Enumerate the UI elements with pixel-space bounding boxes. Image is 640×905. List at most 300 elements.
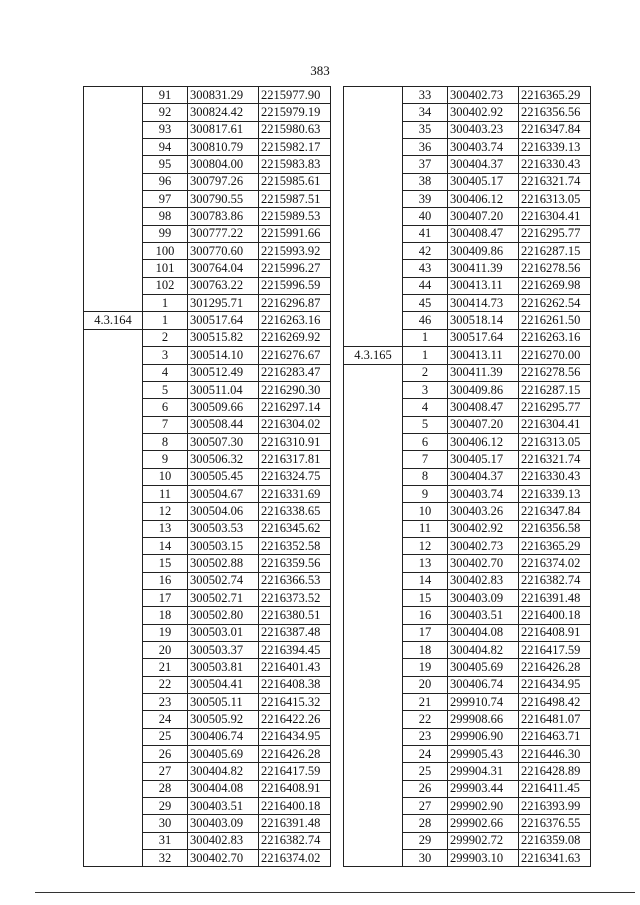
y-coordinate-cell: 2216341.63 bbox=[519, 850, 591, 867]
table-row bbox=[84, 243, 331, 260]
table-row bbox=[84, 694, 331, 711]
point-number-cell: 2 bbox=[143, 329, 188, 346]
x-coordinate-cell: 300402.92 bbox=[448, 520, 519, 537]
x-coordinate-cell: 300503.81 bbox=[188, 659, 259, 676]
section-cell bbox=[84, 520, 143, 537]
table-row bbox=[344, 87, 591, 104]
x-coordinate-cell: 300403.51 bbox=[448, 607, 519, 624]
table-row bbox=[84, 87, 331, 104]
section-cell bbox=[84, 468, 143, 485]
y-coordinate-cell: 2216269.92 bbox=[259, 329, 331, 346]
point-number-cell: 4 bbox=[403, 399, 448, 416]
y-coordinate-cell: 2215987.51 bbox=[259, 191, 331, 208]
table-row bbox=[84, 676, 331, 693]
x-coordinate-cell: 300831.29 bbox=[188, 87, 259, 104]
y-coordinate-cell: 2216365.29 bbox=[519, 537, 591, 554]
point-number-cell: 42 bbox=[403, 243, 448, 260]
x-coordinate-cell: 300502.71 bbox=[188, 589, 259, 606]
y-coordinate-cell: 2216304.41 bbox=[519, 416, 591, 433]
point-number-cell: 102 bbox=[143, 277, 188, 294]
point-number-cell: 20 bbox=[143, 642, 188, 659]
point-number-cell: 1 bbox=[403, 347, 448, 364]
x-coordinate-cell: 300508.44 bbox=[188, 416, 259, 433]
table-row bbox=[84, 381, 331, 398]
table-row bbox=[84, 607, 331, 624]
section-cell bbox=[344, 399, 403, 416]
section-cell bbox=[84, 485, 143, 502]
y-coordinate-cell: 2216324.75 bbox=[259, 468, 331, 485]
section-cell: 4.3.165 bbox=[344, 347, 403, 364]
table-row bbox=[84, 364, 331, 381]
x-coordinate-cell: 300517.64 bbox=[448, 329, 519, 346]
point-number-cell: 17 bbox=[143, 589, 188, 606]
point-number-cell: 91 bbox=[143, 87, 188, 104]
table-row bbox=[344, 225, 591, 242]
point-number-cell: 39 bbox=[403, 191, 448, 208]
table-row bbox=[84, 312, 331, 329]
table-row bbox=[84, 520, 331, 537]
x-coordinate-cell: 300505.11 bbox=[188, 694, 259, 711]
y-coordinate-cell: 2215996.27 bbox=[259, 260, 331, 277]
x-coordinate-cell: 299908.66 bbox=[448, 711, 519, 728]
point-number-cell: 98 bbox=[143, 208, 188, 225]
section-cell bbox=[344, 416, 403, 433]
x-coordinate-cell: 300402.92 bbox=[448, 104, 519, 121]
point-number-cell: 8 bbox=[403, 468, 448, 485]
x-coordinate-cell: 300403.51 bbox=[188, 798, 259, 815]
y-coordinate-cell: 2215985.61 bbox=[259, 173, 331, 190]
x-coordinate-cell: 300408.47 bbox=[448, 399, 519, 416]
x-coordinate-cell: 300503.37 bbox=[188, 642, 259, 659]
x-coordinate-cell: 300405.17 bbox=[448, 173, 519, 190]
table-row bbox=[344, 295, 591, 312]
point-number-cell: 95 bbox=[143, 156, 188, 173]
y-coordinate-cell: 2216295.77 bbox=[519, 225, 591, 242]
y-coordinate-cell: 2216400.18 bbox=[259, 798, 331, 815]
table-row bbox=[84, 468, 331, 485]
section-cell bbox=[344, 676, 403, 693]
x-coordinate-cell: 300404.08 bbox=[188, 780, 259, 797]
section-cell bbox=[344, 589, 403, 606]
table-row bbox=[344, 139, 591, 156]
point-number-cell: 3 bbox=[403, 381, 448, 398]
y-coordinate-cell: 2216347.84 bbox=[519, 121, 591, 138]
section-cell bbox=[84, 832, 143, 849]
point-number-cell: 36 bbox=[403, 139, 448, 156]
x-coordinate-cell: 300405.17 bbox=[448, 451, 519, 468]
section-cell bbox=[84, 850, 143, 867]
table-row bbox=[344, 364, 591, 381]
point-number-cell: 28 bbox=[143, 780, 188, 797]
point-number-cell: 25 bbox=[143, 728, 188, 745]
section-cell bbox=[344, 468, 403, 485]
y-coordinate-cell: 2216408.38 bbox=[259, 676, 331, 693]
point-number-cell: 22 bbox=[403, 711, 448, 728]
y-coordinate-cell: 2216382.74 bbox=[259, 832, 331, 849]
point-number-cell: 35 bbox=[403, 121, 448, 138]
table-row bbox=[84, 399, 331, 416]
x-coordinate-cell: 300402.83 bbox=[448, 572, 519, 589]
table-row bbox=[344, 173, 591, 190]
table-row bbox=[84, 433, 331, 450]
table-row bbox=[84, 728, 331, 745]
x-coordinate-cell: 300797.26 bbox=[188, 173, 259, 190]
section-cell bbox=[84, 191, 143, 208]
y-coordinate-cell: 2216359.08 bbox=[519, 832, 591, 849]
y-coordinate-cell: 2216417.59 bbox=[519, 642, 591, 659]
x-coordinate-cell: 300503.15 bbox=[188, 537, 259, 554]
x-coordinate-cell: 300817.61 bbox=[188, 121, 259, 138]
y-coordinate-cell: 2215983.83 bbox=[259, 156, 331, 173]
table-row bbox=[344, 624, 591, 641]
y-coordinate-cell: 2216296.87 bbox=[259, 295, 331, 312]
section-cell bbox=[344, 763, 403, 780]
table-row bbox=[344, 347, 591, 364]
table-row bbox=[344, 676, 591, 693]
table-row bbox=[84, 503, 331, 520]
section-cell bbox=[84, 87, 143, 104]
table-row bbox=[84, 191, 331, 208]
table-row bbox=[344, 104, 591, 121]
point-number-cell: 21 bbox=[403, 694, 448, 711]
y-coordinate-cell: 2216422.26 bbox=[259, 711, 331, 728]
x-coordinate-cell: 300409.86 bbox=[448, 243, 519, 260]
table-row bbox=[344, 555, 591, 572]
y-coordinate-cell: 2216391.48 bbox=[259, 815, 331, 832]
section-cell bbox=[84, 121, 143, 138]
point-number-cell: 21 bbox=[143, 659, 188, 676]
section-cell bbox=[84, 694, 143, 711]
y-coordinate-cell: 2215979.19 bbox=[259, 104, 331, 121]
x-coordinate-cell: 300402.73 bbox=[448, 537, 519, 554]
point-number-cell: 100 bbox=[143, 243, 188, 260]
section-cell bbox=[84, 329, 143, 346]
y-coordinate-cell: 2216394.45 bbox=[259, 642, 331, 659]
section-cell bbox=[344, 225, 403, 242]
table-row bbox=[84, 832, 331, 849]
section-cell bbox=[84, 277, 143, 294]
point-number-cell: 29 bbox=[143, 798, 188, 815]
x-coordinate-cell: 300505.92 bbox=[188, 711, 259, 728]
x-coordinate-cell: 300406.12 bbox=[448, 433, 519, 450]
table-row bbox=[344, 260, 591, 277]
point-number-cell: 101 bbox=[143, 260, 188, 277]
point-number-cell: 14 bbox=[143, 537, 188, 554]
point-number-cell: 11 bbox=[143, 485, 188, 502]
section-cell bbox=[344, 451, 403, 468]
section-cell bbox=[344, 104, 403, 121]
y-coordinate-cell: 2216365.29 bbox=[519, 87, 591, 104]
x-coordinate-cell: 300503.53 bbox=[188, 520, 259, 537]
point-number-cell: 13 bbox=[403, 555, 448, 572]
point-number-cell: 27 bbox=[403, 798, 448, 815]
section-cell bbox=[84, 555, 143, 572]
section-cell bbox=[344, 208, 403, 225]
section-cell bbox=[344, 173, 403, 190]
table-row bbox=[84, 104, 331, 121]
point-number-cell: 12 bbox=[403, 537, 448, 554]
x-coordinate-cell: 300804.00 bbox=[188, 156, 259, 173]
x-coordinate-cell: 300507.30 bbox=[188, 433, 259, 450]
x-coordinate-cell: 301295.71 bbox=[188, 295, 259, 312]
y-coordinate-cell: 2216317.81 bbox=[259, 451, 331, 468]
point-number-cell: 10 bbox=[143, 468, 188, 485]
table-row bbox=[84, 260, 331, 277]
section-cell bbox=[84, 225, 143, 242]
y-coordinate-cell: 2216408.91 bbox=[259, 780, 331, 797]
table-row bbox=[344, 520, 591, 537]
y-coordinate-cell: 2216411.45 bbox=[519, 780, 591, 797]
y-coordinate-cell: 2216313.05 bbox=[519, 433, 591, 450]
y-coordinate-cell: 2216287.15 bbox=[519, 243, 591, 260]
point-number-cell: 1 bbox=[143, 295, 188, 312]
table-row bbox=[84, 850, 331, 867]
y-coordinate-cell: 2215982.17 bbox=[259, 139, 331, 156]
section-cell bbox=[84, 451, 143, 468]
section-cell bbox=[84, 416, 143, 433]
y-coordinate-cell: 2216434.95 bbox=[519, 676, 591, 693]
x-coordinate-cell: 300406.74 bbox=[448, 676, 519, 693]
section-cell bbox=[344, 555, 403, 572]
x-coordinate-cell: 300777.22 bbox=[188, 225, 259, 242]
table-row bbox=[344, 537, 591, 554]
y-coordinate-cell: 2216263.16 bbox=[259, 312, 331, 329]
y-coordinate-cell: 2216290.30 bbox=[259, 381, 331, 398]
section-cell bbox=[344, 832, 403, 849]
point-number-cell: 45 bbox=[403, 295, 448, 312]
section-cell bbox=[344, 642, 403, 659]
point-number-cell: 17 bbox=[403, 624, 448, 641]
x-coordinate-cell: 300403.09 bbox=[448, 589, 519, 606]
table-row bbox=[84, 798, 331, 815]
y-coordinate-cell: 2216261.50 bbox=[519, 312, 591, 329]
point-number-cell: 44 bbox=[403, 277, 448, 294]
section-cell bbox=[344, 433, 403, 450]
y-coordinate-cell: 2216463.71 bbox=[519, 728, 591, 745]
table-row bbox=[344, 399, 591, 416]
point-number-cell: 4 bbox=[143, 364, 188, 381]
x-coordinate-cell: 300810.79 bbox=[188, 139, 259, 156]
x-coordinate-cell: 300403.09 bbox=[188, 815, 259, 832]
y-coordinate-cell: 2216382.74 bbox=[519, 572, 591, 589]
section-cell bbox=[344, 121, 403, 138]
y-coordinate-cell: 2216263.16 bbox=[519, 329, 591, 346]
x-coordinate-cell: 299902.90 bbox=[448, 798, 519, 815]
section-cell bbox=[344, 329, 403, 346]
section-cell bbox=[84, 537, 143, 554]
table-row bbox=[344, 416, 591, 433]
point-number-cell: 16 bbox=[403, 607, 448, 624]
y-coordinate-cell: 2216376.55 bbox=[519, 815, 591, 832]
point-number-cell: 6 bbox=[403, 433, 448, 450]
table-row bbox=[344, 243, 591, 260]
x-coordinate-cell: 300402.70 bbox=[188, 850, 259, 867]
y-coordinate-cell: 2215996.59 bbox=[259, 277, 331, 294]
table-row bbox=[344, 694, 591, 711]
point-number-cell: 37 bbox=[403, 156, 448, 173]
table-row bbox=[344, 329, 591, 346]
y-coordinate-cell: 2216338.65 bbox=[259, 503, 331, 520]
y-coordinate-cell: 2216387.48 bbox=[259, 624, 331, 641]
y-coordinate-cell: 2216428.89 bbox=[519, 763, 591, 780]
x-coordinate-cell: 300512.49 bbox=[188, 364, 259, 381]
coordinates-table-left-body bbox=[84, 87, 331, 867]
y-coordinate-cell: 2215989.53 bbox=[259, 208, 331, 225]
x-coordinate-cell: 300824.42 bbox=[188, 104, 259, 121]
table-row bbox=[344, 850, 591, 867]
y-coordinate-cell: 2216359.56 bbox=[259, 555, 331, 572]
section-cell bbox=[344, 659, 403, 676]
point-number-cell: 24 bbox=[143, 711, 188, 728]
x-coordinate-cell: 300413.11 bbox=[448, 277, 519, 294]
table-row bbox=[84, 121, 331, 138]
x-coordinate-cell: 300514.10 bbox=[188, 347, 259, 364]
table-row bbox=[344, 156, 591, 173]
x-coordinate-cell: 300502.80 bbox=[188, 607, 259, 624]
x-coordinate-cell: 300764.04 bbox=[188, 260, 259, 277]
point-number-cell: 5 bbox=[403, 416, 448, 433]
point-number-cell: 92 bbox=[143, 104, 188, 121]
section-cell bbox=[344, 711, 403, 728]
y-coordinate-cell: 2216426.28 bbox=[259, 746, 331, 763]
x-coordinate-cell: 300414.73 bbox=[448, 295, 519, 312]
point-number-cell: 29 bbox=[403, 832, 448, 849]
x-coordinate-cell: 300517.64 bbox=[188, 312, 259, 329]
point-number-cell: 14 bbox=[403, 572, 448, 589]
x-coordinate-cell: 300404.37 bbox=[448, 468, 519, 485]
y-coordinate-cell: 2216498.42 bbox=[519, 694, 591, 711]
table-row bbox=[344, 780, 591, 797]
x-coordinate-cell: 300770.60 bbox=[188, 243, 259, 260]
y-coordinate-cell: 2216481.07 bbox=[519, 711, 591, 728]
table-row bbox=[344, 798, 591, 815]
point-number-cell: 13 bbox=[143, 520, 188, 537]
page-number: 383 bbox=[310, 63, 330, 78]
section-cell bbox=[84, 260, 143, 277]
y-coordinate-cell: 2216278.56 bbox=[519, 364, 591, 381]
point-number-cell: 22 bbox=[143, 676, 188, 693]
section-cell bbox=[344, 87, 403, 104]
table-row bbox=[344, 433, 591, 450]
y-coordinate-cell: 2216339.13 bbox=[519, 139, 591, 156]
y-coordinate-cell: 2216330.43 bbox=[519, 468, 591, 485]
section-cell bbox=[344, 607, 403, 624]
x-coordinate-cell: 299903.10 bbox=[448, 850, 519, 867]
point-number-cell: 33 bbox=[403, 87, 448, 104]
y-coordinate-cell: 2216446.30 bbox=[519, 746, 591, 763]
x-coordinate-cell: 300504.41 bbox=[188, 676, 259, 693]
section-cell bbox=[344, 485, 403, 502]
y-coordinate-cell: 2216417.59 bbox=[259, 763, 331, 780]
table-row bbox=[84, 589, 331, 606]
section-cell bbox=[344, 191, 403, 208]
x-coordinate-cell: 300503.01 bbox=[188, 624, 259, 641]
table-row bbox=[344, 746, 591, 763]
x-coordinate-cell: 300413.11 bbox=[448, 347, 519, 364]
point-number-cell: 40 bbox=[403, 208, 448, 225]
table-row bbox=[344, 728, 591, 745]
point-number-cell: 1 bbox=[143, 312, 188, 329]
y-coordinate-cell: 2216374.02 bbox=[259, 850, 331, 867]
table-row bbox=[344, 312, 591, 329]
point-number-cell: 24 bbox=[403, 746, 448, 763]
section-cell bbox=[84, 589, 143, 606]
section-cell bbox=[344, 139, 403, 156]
x-coordinate-cell: 300509.66 bbox=[188, 399, 259, 416]
section-cell bbox=[84, 104, 143, 121]
table-row bbox=[84, 711, 331, 728]
y-coordinate-cell: 2216366.53 bbox=[259, 572, 331, 589]
point-number-cell: 1 bbox=[403, 329, 448, 346]
x-coordinate-cell: 300402.70 bbox=[448, 555, 519, 572]
x-coordinate-cell: 300403.74 bbox=[448, 485, 519, 502]
y-coordinate-cell: 2216304.02 bbox=[259, 416, 331, 433]
y-coordinate-cell: 2216434.95 bbox=[259, 728, 331, 745]
point-number-cell: 97 bbox=[143, 191, 188, 208]
point-number-cell: 15 bbox=[403, 589, 448, 606]
x-coordinate-cell: 300405.69 bbox=[448, 659, 519, 676]
table-row bbox=[344, 572, 591, 589]
point-number-cell: 38 bbox=[403, 173, 448, 190]
section-cell bbox=[344, 381, 403, 398]
table-row bbox=[344, 589, 591, 606]
section-cell bbox=[344, 694, 403, 711]
point-number-cell: 9 bbox=[403, 485, 448, 502]
section-cell bbox=[344, 798, 403, 815]
point-number-cell: 27 bbox=[143, 763, 188, 780]
point-number-cell: 8 bbox=[143, 433, 188, 450]
y-coordinate-cell: 2216270.00 bbox=[519, 347, 591, 364]
y-coordinate-cell: 2216352.58 bbox=[259, 537, 331, 554]
table-row bbox=[84, 416, 331, 433]
table-row bbox=[84, 156, 331, 173]
section-cell bbox=[344, 312, 403, 329]
section-cell bbox=[84, 659, 143, 676]
section-cell bbox=[344, 728, 403, 745]
x-coordinate-cell: 300502.74 bbox=[188, 572, 259, 589]
section-cell bbox=[84, 381, 143, 398]
section-cell bbox=[344, 364, 403, 381]
point-number-cell: 19 bbox=[143, 624, 188, 641]
point-number-cell: 6 bbox=[143, 399, 188, 416]
table-row bbox=[84, 451, 331, 468]
x-coordinate-cell: 300505.45 bbox=[188, 468, 259, 485]
point-number-cell: 23 bbox=[403, 728, 448, 745]
table-row bbox=[344, 815, 591, 832]
table-row bbox=[84, 329, 331, 346]
x-coordinate-cell: 300403.23 bbox=[448, 121, 519, 138]
x-coordinate-cell: 300408.47 bbox=[448, 225, 519, 242]
y-coordinate-cell: 2216297.14 bbox=[259, 399, 331, 416]
table-row bbox=[344, 711, 591, 728]
table-row bbox=[84, 746, 331, 763]
x-coordinate-cell: 300407.20 bbox=[448, 208, 519, 225]
table-row bbox=[84, 763, 331, 780]
point-number-cell: 43 bbox=[403, 260, 448, 277]
y-coordinate-cell: 2216408.91 bbox=[519, 624, 591, 641]
table-row bbox=[344, 381, 591, 398]
x-coordinate-cell: 300402.73 bbox=[448, 87, 519, 104]
x-coordinate-cell: 300411.39 bbox=[448, 260, 519, 277]
x-coordinate-cell: 300506.32 bbox=[188, 451, 259, 468]
point-number-cell: 7 bbox=[403, 451, 448, 468]
point-number-cell: 3 bbox=[143, 347, 188, 364]
x-coordinate-cell: 300511.04 bbox=[188, 381, 259, 398]
x-coordinate-cell: 300407.20 bbox=[448, 416, 519, 433]
y-coordinate-cell: 2216304.41 bbox=[519, 208, 591, 225]
table-row bbox=[84, 277, 331, 294]
table-row bbox=[344, 121, 591, 138]
